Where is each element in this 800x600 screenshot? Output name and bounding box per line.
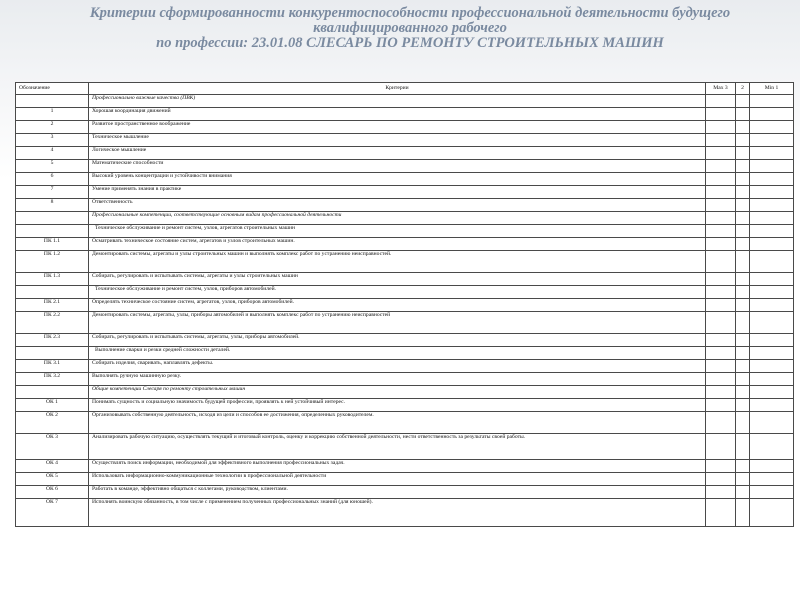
row-criteria: Исполнять воинскую обязанность, в том числе с применением полученных профессиональных знаний (для юношей). xyxy=(89,499,706,527)
score-two-cell xyxy=(736,286,750,299)
row-criteria: Осуществлять поиск информации, необходимой для эффективного выполнения профессиональных задач. xyxy=(89,460,706,473)
row-criteria: Определять техническое состояние систем, агрегатов, узлов, приборов автомобилей. xyxy=(89,299,706,312)
score-max3-cell xyxy=(706,312,736,334)
score-min1-cell xyxy=(750,412,794,434)
score-two-cell xyxy=(736,373,750,386)
score-max3-cell xyxy=(706,173,736,186)
table-row xyxy=(16,460,794,473)
table-row xyxy=(16,399,794,412)
row-code: ОК 1 xyxy=(16,399,89,412)
section-title: Техническое обслуживание и ремонт систем, узлов, агрегатов строительных машин xyxy=(89,225,706,238)
table-body xyxy=(16,95,794,527)
score-max3-cell xyxy=(706,473,736,486)
score-two-cell xyxy=(736,108,750,121)
row-code: ПК 2.2 xyxy=(16,312,89,334)
table-row xyxy=(16,160,794,173)
score-max3-cell xyxy=(706,299,736,312)
score-two-cell xyxy=(736,360,750,373)
score-min1-cell xyxy=(750,173,794,186)
slide-title xyxy=(50,6,770,51)
section-title: Выполнение сварки и резки средней сложности деталей. xyxy=(89,347,706,360)
table-row xyxy=(16,499,794,527)
section-row xyxy=(16,286,794,299)
table-row xyxy=(16,473,794,486)
score-max3-cell xyxy=(706,347,736,360)
score-two-cell xyxy=(736,347,750,360)
row-code: 5 xyxy=(16,160,89,173)
row-criteria: Собирать, регулировать и испытывать системы, агрегаты, узлы, приборы автомобилей. xyxy=(89,334,706,347)
score-two-cell xyxy=(736,186,750,199)
score-max3-cell xyxy=(706,434,736,460)
row-code: 1 xyxy=(16,108,89,121)
row-criteria: Организовывать собственную деятельность, исходя из цели и способов ее достижения, определенных руководителем. xyxy=(89,412,706,434)
row-code: ПК 1.2 xyxy=(16,251,89,273)
table-row xyxy=(16,273,794,286)
table-row xyxy=(16,173,794,186)
score-max3-cell xyxy=(706,121,736,134)
score-min1-cell xyxy=(750,499,794,527)
score-two-cell xyxy=(736,134,750,147)
row-code: ПК 1.3 xyxy=(16,273,89,286)
row-criteria: Ответственность xyxy=(89,199,706,212)
score-max3-cell xyxy=(706,147,736,160)
row-criteria: Работать в команде, эффективно общаться с коллегами, руководством, клиентами. xyxy=(89,486,706,499)
table-row xyxy=(16,121,794,134)
score-min1-cell xyxy=(750,108,794,121)
score-two-cell xyxy=(736,121,750,134)
score-min1-cell xyxy=(750,473,794,486)
table-row xyxy=(16,312,794,334)
section-code-cell xyxy=(16,212,89,225)
section-code-cell xyxy=(16,386,89,399)
header-two: 2 xyxy=(736,83,750,95)
row-code: ПК 3.1 xyxy=(16,360,89,373)
section-title: Профессионально важные качества (ПВК) xyxy=(89,95,706,108)
score-two-cell xyxy=(736,251,750,273)
score-two-cell xyxy=(736,399,750,412)
score-max3-cell xyxy=(706,499,736,527)
section-code-cell xyxy=(16,225,89,238)
row-criteria: Развитое пространственное воображение xyxy=(89,121,706,134)
table-row xyxy=(16,199,794,212)
table-row xyxy=(16,373,794,386)
row-code: 2 xyxy=(16,121,89,134)
score-two-cell xyxy=(736,312,750,334)
score-two-cell xyxy=(736,486,750,499)
score-max3-cell xyxy=(706,286,736,299)
score-two-cell xyxy=(736,499,750,527)
table-row xyxy=(16,434,794,460)
row-criteria: Выполнять ручную машинную резку. xyxy=(89,373,706,386)
table-row xyxy=(16,334,794,347)
table-header-row xyxy=(16,83,794,95)
score-min1-cell xyxy=(750,95,794,108)
score-two-cell xyxy=(736,386,750,399)
row-code: ОК 5 xyxy=(16,473,89,486)
header-min1: Min 1 xyxy=(750,83,794,95)
score-max3-cell xyxy=(706,460,736,473)
score-two-cell xyxy=(736,225,750,238)
score-two-cell xyxy=(736,173,750,186)
section-title: Техническое обслуживание и ремонт систем, узлов, приборов автомобилей. xyxy=(89,286,706,299)
score-two-cell xyxy=(736,212,750,225)
header-max3: Max 3 xyxy=(706,83,736,95)
section-code-cell xyxy=(16,286,89,299)
score-min1-cell xyxy=(750,134,794,147)
score-min1-cell xyxy=(750,212,794,225)
score-max3-cell xyxy=(706,373,736,386)
row-criteria: Демонтировать системы, агрегаты, узлы, приборы автомобилей и выполнять комплекс работ по устранению неисправностей xyxy=(89,312,706,334)
score-two-cell xyxy=(736,460,750,473)
score-min1-cell xyxy=(750,251,794,273)
score-min1-cell xyxy=(750,312,794,334)
score-max3-cell xyxy=(706,360,736,373)
row-code: ОК 3 xyxy=(16,434,89,460)
row-criteria: Логическое мышление xyxy=(89,147,706,160)
score-max3-cell xyxy=(706,334,736,347)
score-two-cell xyxy=(736,147,750,160)
score-two-cell xyxy=(736,334,750,347)
row-criteria: Собирать, регулировать и испытывать системы, агрегаты и узлы строительных машин xyxy=(89,273,706,286)
score-min1-cell xyxy=(750,286,794,299)
section-row xyxy=(16,95,794,108)
row-criteria: Хорошая координация движений xyxy=(89,108,706,121)
score-min1-cell xyxy=(750,399,794,412)
row-code: ОК 6 xyxy=(16,486,89,499)
score-min1-cell xyxy=(750,360,794,373)
score-two-cell xyxy=(736,299,750,312)
row-criteria: Техническое мышление xyxy=(89,134,706,147)
section-row xyxy=(16,347,794,360)
table-row xyxy=(16,412,794,434)
score-max3-cell xyxy=(706,160,736,173)
row-criteria: Демонтировать системы, агрегаты и узлы строительных машин и выполнять комплекс работ по устранению неисправностей. xyxy=(89,251,706,273)
score-max3-cell xyxy=(706,212,736,225)
score-min1-cell xyxy=(750,160,794,173)
score-min1-cell xyxy=(750,186,794,199)
score-min1-cell xyxy=(750,373,794,386)
score-min1-cell xyxy=(750,347,794,360)
score-two-cell xyxy=(736,199,750,212)
row-criteria: Анализировать рабочую ситуацию, осуществлять текущий и итоговый контроль, оценку и коррекцию собственной деятельности, нести ответственность за результаты своей работы. xyxy=(89,434,706,460)
score-two-cell xyxy=(736,412,750,434)
score-two-cell xyxy=(736,273,750,286)
table-row xyxy=(16,486,794,499)
row-code: ПК 2.3 xyxy=(16,334,89,347)
score-min1-cell xyxy=(750,460,794,473)
score-max3-cell xyxy=(706,95,736,108)
score-max3-cell xyxy=(706,486,736,499)
score-min1-cell xyxy=(750,199,794,212)
score-two-cell xyxy=(736,434,750,460)
score-max3-cell xyxy=(706,238,736,251)
table-row xyxy=(16,186,794,199)
score-max3-cell xyxy=(706,412,736,434)
score-max3-cell xyxy=(706,273,736,286)
score-min1-cell xyxy=(750,486,794,499)
row-criteria: Высокий уровень концентрации и устойчивости внимания xyxy=(89,173,706,186)
row-criteria: Понимать сущность и социальную значимость будущей профессии, проявлять к ней устойчивый интерес. xyxy=(89,399,706,412)
section-row xyxy=(16,386,794,399)
row-code: 8 xyxy=(16,199,89,212)
table-row xyxy=(16,108,794,121)
score-min1-cell xyxy=(750,273,794,286)
score-min1-cell xyxy=(750,121,794,134)
header-code: Обозначение xyxy=(16,83,89,95)
score-max3-cell xyxy=(706,186,736,199)
table-row xyxy=(16,251,794,273)
row-code: ОК 2 xyxy=(16,412,89,434)
section-row xyxy=(16,212,794,225)
criteria-table xyxy=(15,82,794,527)
table-row xyxy=(16,147,794,160)
score-two-cell xyxy=(736,95,750,108)
section-title: Общие компетенции Слесаря по ремонту строительных машин xyxy=(89,386,706,399)
score-max3-cell xyxy=(706,199,736,212)
row-code: 4 xyxy=(16,147,89,160)
title-line-2: квалифицированного рабочего xyxy=(313,20,507,36)
row-code: 6 xyxy=(16,173,89,186)
row-criteria: Математические способности xyxy=(89,160,706,173)
row-criteria: Осматривать техническое состояние систем, агрегатов и узлов строительных машин. xyxy=(89,238,706,251)
section-row xyxy=(16,225,794,238)
score-max3-cell xyxy=(706,108,736,121)
score-max3-cell xyxy=(706,225,736,238)
score-min1-cell xyxy=(750,147,794,160)
table-row xyxy=(16,134,794,147)
section-code-cell xyxy=(16,95,89,108)
row-criteria: Собирать изделия, сваривать, наплавлять дефекты. xyxy=(89,360,706,373)
score-min1-cell xyxy=(750,225,794,238)
table-row xyxy=(16,238,794,251)
score-two-cell xyxy=(736,160,750,173)
score-min1-cell xyxy=(750,299,794,312)
row-criteria: Использовать информационно-коммуникационные технологии в профессиональной деятельности xyxy=(89,473,706,486)
score-min1-cell xyxy=(750,386,794,399)
row-code: ПК 1.1 xyxy=(16,238,89,251)
table-row xyxy=(16,299,794,312)
row-code: ОК 4 xyxy=(16,460,89,473)
header-criteria: Критерии xyxy=(89,83,706,95)
score-two-cell xyxy=(736,238,750,251)
title-line-3: по профессии: 23.01.08 СЛЕСАРЬ ПО РЕМОНТУ СТРОИТЕЛЬНЫХ МАШИН xyxy=(156,35,664,51)
title-line-1: Критерии сформированности конкурентоспособности профессиональной деятельности будущего xyxy=(89,5,731,21)
row-code: ПК 2.1 xyxy=(16,299,89,312)
row-code: 3 xyxy=(16,134,89,147)
score-max3-cell xyxy=(706,134,736,147)
row-code: 7 xyxy=(16,186,89,199)
score-max3-cell xyxy=(706,399,736,412)
row-code: ОК 7 xyxy=(16,499,89,527)
score-max3-cell xyxy=(706,251,736,273)
section-code-cell xyxy=(16,347,89,360)
score-min1-cell xyxy=(750,434,794,460)
score-min1-cell xyxy=(750,238,794,251)
table-row xyxy=(16,360,794,373)
section-title: Профессиональные компетенции, соответствующие основным видам профессиональной деятельности xyxy=(89,212,706,225)
score-min1-cell xyxy=(750,334,794,347)
score-two-cell xyxy=(736,473,750,486)
row-code: ПК 3.2 xyxy=(16,373,89,386)
score-max3-cell xyxy=(706,386,736,399)
row-criteria: Умение применять знания в практике xyxy=(89,186,706,199)
